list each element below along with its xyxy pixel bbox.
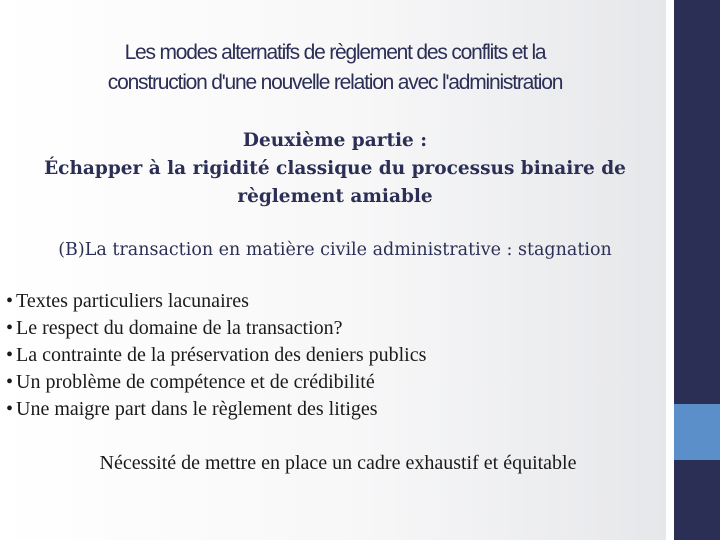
bullet-icon: •: [6, 317, 14, 339]
bullet-icon: •: [6, 371, 14, 393]
title-line-2: construction d'une nouvelle relation avec l'administration: [107, 71, 563, 94]
conclusion-text: Nécessité de mettre en place un cadre exhaustif et équitable: [99, 452, 577, 474]
list-item: • Le respect du domaine de la transaction?: [6, 315, 656, 342]
list-item: • La contrainte de la préservation des deniers publics: [6, 342, 656, 369]
bullet-icon: •: [6, 398, 14, 420]
section-heading: (B)La transaction en matière civile administrative : stagnation: [58, 240, 612, 260]
subtitle-line-1: Deuxième partie :: [242, 130, 428, 151]
side-bar-bottom: [674, 460, 720, 540]
list-item: • Textes particuliers lacunaires: [6, 288, 656, 315]
list-item: • Une maigre part dans le règlement des litiges: [6, 396, 656, 423]
side-bar-accent: [674, 404, 720, 460]
list-item: • Un problème de compétence et de crédibilité: [6, 369, 656, 396]
slide-subtitle: [20, 127, 650, 211]
subtitle-line-2: Échapper à la rigidité classique du processus binaire de: [44, 158, 626, 179]
subtitle-line-3: règlement amiable: [237, 186, 433, 207]
slide-title: [20, 38, 650, 98]
title-line-1: Les modes alternatifs de règlement des conflits et la: [124, 41, 546, 64]
bullet-icon: •: [6, 290, 14, 312]
bullet-list: [6, 288, 656, 423]
bullet-icon: •: [6, 344, 14, 366]
side-bar-top: [674, 0, 720, 404]
